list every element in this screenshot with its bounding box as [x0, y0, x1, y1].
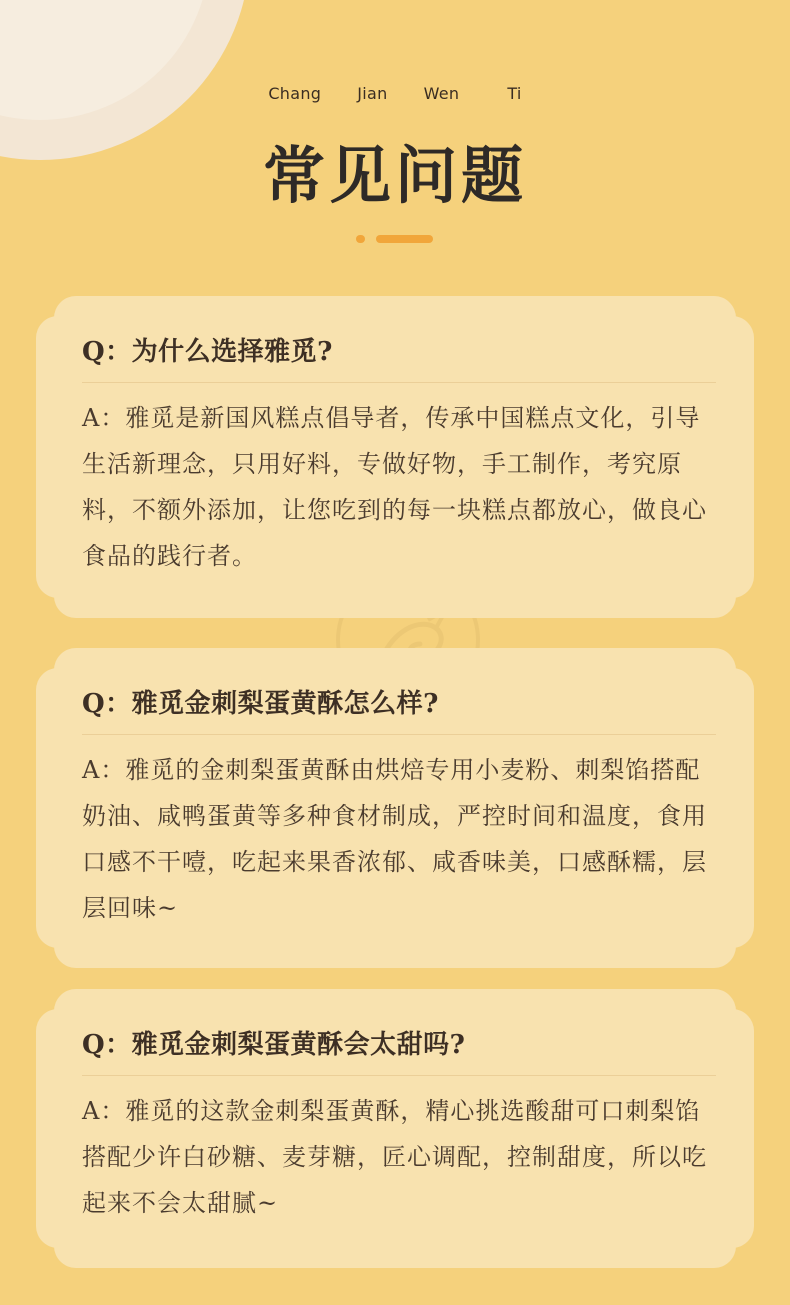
faq-divider [82, 734, 716, 735]
page-title: 常见问题 [262, 139, 527, 212]
pinyin-word: Ti [507, 84, 522, 103]
pinyin-word: Wen [423, 84, 460, 103]
faq-answer: A：雅觅是新国风糕点倡导者，传承中国糕点文化，引导生活新理念，只用好料，专做好物，手工制作，考究原料，不额外添加，让您吃到的每一块糕点都放心，做良心食品的践行者。 [82, 404, 707, 570]
pinyin-word: Chang [268, 84, 322, 103]
faq-card [36, 296, 754, 618]
faq-question: Q：雅觅金刺梨蛋黄酥会太甜吗? [82, 1030, 466, 1060]
faq-answer: A：雅觅的金刺梨蛋黄酥由烘焙专用小麦粉、刺梨馅搭配奶油、咸鸭蛋黄等多种食材制成，严控时间和温度，食用口感不干噎，吃起来果香浓郁、咸香味美，口感酥糯，层层回味~ [82, 756, 707, 922]
title-pinyin [0, 84, 790, 103]
title-accent-decoration [356, 235, 436, 243]
accent-dot [356, 235, 365, 243]
faq-divider [82, 382, 716, 383]
faq-answer: A：雅觅的这款金刺梨蛋黄酥，精心挑选酸甜可口刺梨馅搭配少许白砂糖、麦芽糖，匠心调配，控制甜度，所以吃起来不会太甜腻~ [82, 1097, 707, 1217]
pinyin-word: Jian [357, 84, 388, 103]
faq-question: Q：雅觅金刺梨蛋黄酥怎么样? [82, 689, 439, 719]
accent-bar [376, 235, 433, 243]
faq-divider [82, 1075, 716, 1076]
faq-card [36, 989, 754, 1268]
faq-question: Q：为什么选择雅觅? [82, 337, 333, 367]
faq-card [36, 648, 754, 968]
